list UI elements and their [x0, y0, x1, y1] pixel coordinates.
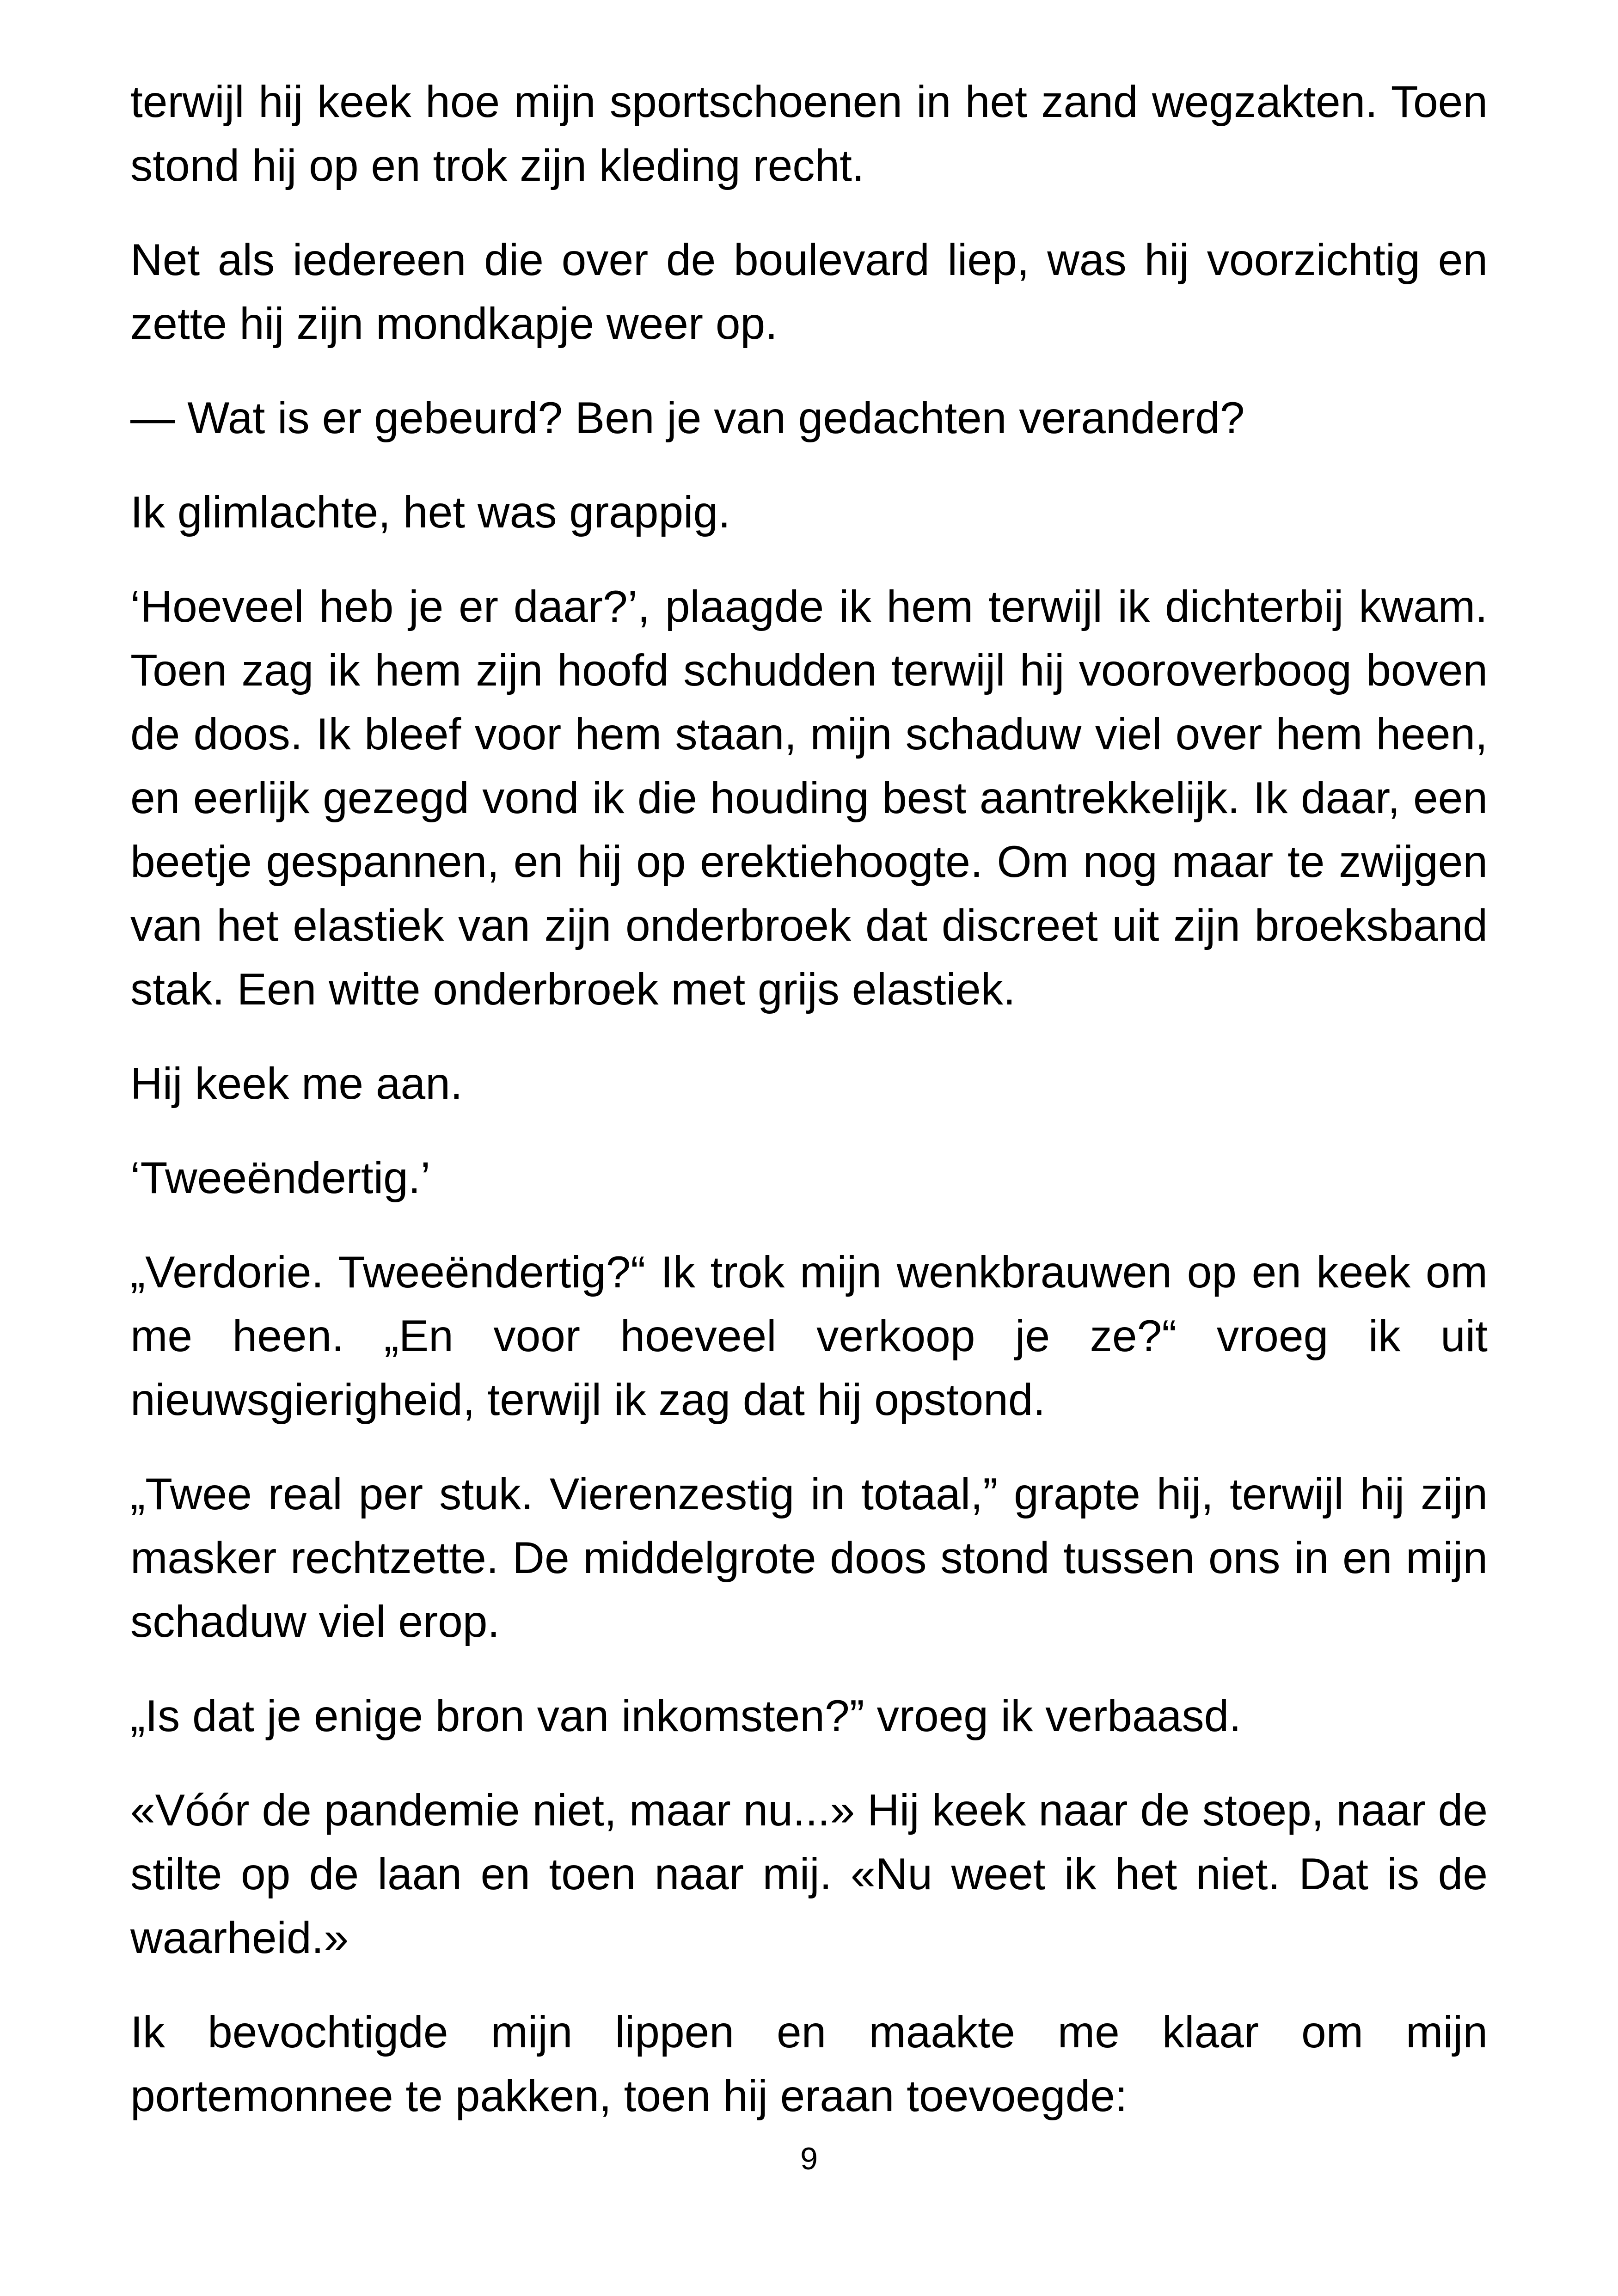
- paragraph: Ik bevochtigde mijn lippen en maakte me klaar om mijn portemonnee te pakken, toen hij eraan toevoegde:: [130, 2008, 1488, 2121]
- body-text: [130, 70, 1488, 2128]
- paragraph: ‘Tweeëndertig.’: [130, 1153, 431, 1203]
- paragraph: terwijl hij keek hoe mijn sportschoenen in het zand wegzakten. Toen stond hij op en trok zijn kleding recht.: [130, 77, 1488, 190]
- paragraph: Hij keek me aan.: [130, 1059, 463, 1108]
- paragraph: ‘Hoeveel heb je er daar?’, plaagde ik hem terwijl ik dichterbij kwam. Toen zag ik hem zijn hoofd schudden terwijl hij vooroverboog boven de doos. Ik bleef voor hem staan, mijn schaduw viel over hem heen, en eerlijk gezegd vond ik die houding best aantrekkelijk. Ik daar, een beetje gespannen, en hij op erektiehoogte. Om nog maar te zwijgen van het elastiek van zijn onderbroek dat discreet uit zijn broeksband stak. Een witte onderbroek met grijs elastiek.: [130, 582, 1488, 1014]
- paragraph: Net als iedereen die over de boulevard liep, was hij voorzichtig en zette hij zijn mondkapje weer op.: [130, 235, 1488, 349]
- paragraph: — Wat is er gebeurd? Ben je van gedachten veranderd?: [130, 393, 1245, 443]
- paragraph: Ik glimlachte, het was grappig.: [130, 488, 731, 537]
- page-number: 9: [800, 2141, 818, 2176]
- paragraph: „Is dat je enige bron van inkomsten?” vroeg ik verbaasd.: [130, 1691, 1242, 1741]
- paragraph: «Vóór de pandemie niet, maar nu...» Hij keek naar de stoep, naar de stilte op de laan en toen naar mij. «Nu weet ik het niet. Dat is de waarheid.»: [130, 1786, 1488, 1963]
- paragraph: „Verdorie. Tweeëndertig?“ Ik trok mijn wenkbrauwen op en keek om me heen. „En voor hoeveel verkoop je ze?“ vroeg ik uit nieuwsgierigheid, terwijl ik zag dat hij opstond.: [130, 1248, 1488, 1425]
- paragraph: „Twee real per stuk. Vierenzestig in totaal,” grapte hij, terwijl hij zijn masker rechtzette. De middelgrote doos stond tussen ons in en mijn schaduw viel erop.: [130, 1469, 1488, 1647]
